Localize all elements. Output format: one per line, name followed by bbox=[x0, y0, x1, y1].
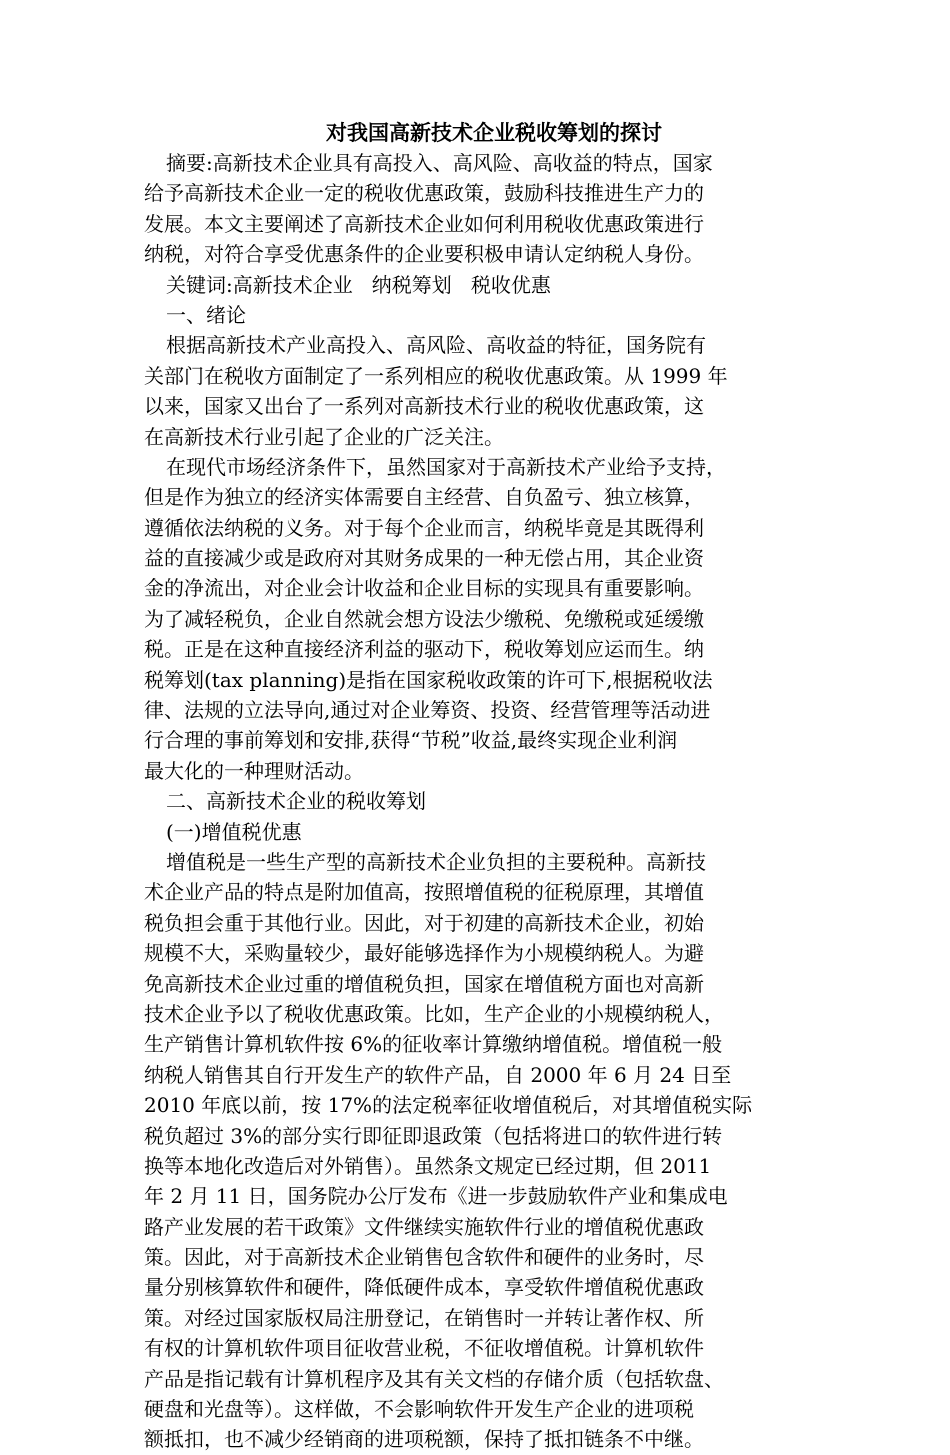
text-line: 关部门在税收方面制定了一系列相应的税收优惠政策。从 1999 年 bbox=[144, 363, 728, 388]
text-line: 额抵扣，也不减少经销商的进项税额，保持了抵扣链条不中继。 bbox=[144, 1427, 704, 1452]
text-line: 发展。本文主要阐述了高新技术企业如何利用税收优惠政策进行 bbox=[144, 211, 704, 236]
text-line: 但是作为独立的经济实体需要自主经营、自负盈亏、独立核算， bbox=[144, 485, 704, 510]
text-line: 量分别核算软件和硬件，降低硬件成本，享受软件增值税优惠政 bbox=[144, 1275, 704, 1300]
text-line: 税负超过 3%的部分实行即征即退政策（包括将进口的软件进行转 bbox=[144, 1123, 723, 1148]
text-line: 换等本地化改造后对外销售）。虽然条文规定已经过期，但 2011 bbox=[144, 1153, 712, 1178]
text-line: 策。因此，对于高新技术企业销售包含软件和硬件的业务时，尽 bbox=[144, 1245, 704, 1270]
text-line: 给予高新技术企业一定的税收优惠政策，鼓励科技推进生产力的 bbox=[144, 181, 704, 206]
text-line: 路产业发展的若干政策》文件继续实施软件行业的增值税优惠政 bbox=[144, 1214, 704, 1239]
text-line: 2010 年底以前，按 17%的法定税率征收增值税后，对其增值税实际 bbox=[144, 1093, 753, 1118]
text-line: 为了减轻税负，企业自然就会想方设法少缴税、免缴税或延缓缴 bbox=[144, 606, 704, 631]
text-line: 一、绪论 bbox=[166, 302, 246, 327]
text-line: 纳税，对符合享受优惠条件的企业要积极申请认定纳税人身份。 bbox=[144, 242, 704, 267]
text-line: 产品是指记载有计算机程序及其有关文档的存储介质（包括软盘、 bbox=[144, 1366, 724, 1391]
text-line: 硬盘和光盘等）。这样做，不会影响软件开发生产企业的进项税 bbox=[144, 1397, 694, 1422]
text-line: 在高新技术行业引起了企业的广泛关注。 bbox=[144, 424, 504, 449]
text-line: 税负担会重于其他行业。因此，对于初建的高新技术企业，初始 bbox=[144, 910, 704, 935]
document-body bbox=[144, 148, 804, 1455]
text-line: 根据高新技术产业高投入、高风险、高收益的特征，国务院有 bbox=[166, 333, 706, 358]
text-line: 税筹划(tax planning)是指在国家税收政策的许可下,根据税收法 bbox=[144, 667, 713, 692]
text-line: 策。对经过国家版权局注册登记，在销售时一并转让著作权、所 bbox=[144, 1305, 704, 1330]
text-line: 摘要:高新技术企业具有高投入、高风险、高收益的特点，国家 bbox=[166, 151, 713, 175]
text-line: 以来，国家又出台了一系列对高新技术行业的税收优惠政策，这 bbox=[144, 394, 704, 419]
text-line: 遵循依法纳税的义务。对于每个企业而言，纳税毕竟是其既得利 bbox=[144, 515, 704, 540]
text-line: (一)增值税优惠 bbox=[166, 819, 302, 844]
document-page bbox=[144, 118, 804, 1455]
text-line: 免高新技术企业过重的增值税负担，国家在增值税方面也对高新 bbox=[144, 971, 704, 996]
text-line: 增值税是一些生产型的高新技术企业负担的主要税种。高新技 bbox=[166, 849, 706, 874]
text-line: 益的直接减少或是政府对其财务成果的一种无偿占用，其企业资 bbox=[144, 546, 704, 571]
text-line: 最大化的一种理财活动。 bbox=[144, 758, 364, 783]
text-line: 关键词:高新技术企业 纳税筹划 税收优惠 bbox=[166, 272, 551, 297]
text-line: 规模不大，采购量较少，最好能够选择作为小规模纳税人。为避 bbox=[144, 941, 704, 966]
text-line: 金的净流出，对企业会计收益和企业目标的实现具有重要影响。 bbox=[144, 576, 704, 601]
text-line: 二、高新技术企业的税收筹划 bbox=[166, 789, 426, 814]
text-line: 行合理的事前筹划和安排,获得“节税”收益,最终实现企业利润 bbox=[144, 728, 678, 753]
text-line: 生产销售计算机软件按 6%的征收率计算缴纳增值税。增值税一般 bbox=[144, 1032, 723, 1057]
text-line: 纳税人销售其自行开发生产的软件产品，自 2000 年 6 月 24 日至 bbox=[144, 1062, 732, 1087]
text-line: 术企业产品的特点是附加值高，按照增值税的征税原理，其增值 bbox=[144, 880, 704, 905]
text-line: 年 2 月 11 日，国务院办公厅发布《进一步鼓励软件产业和集成电 bbox=[144, 1184, 728, 1209]
text-line: 有权的计算机软件项目征收营业税，不征收增值税。计算机软件 bbox=[144, 1336, 704, 1361]
text-line: 税。正是在这种直接经济利益的驱动下，税收筹划应运而生。纳 bbox=[144, 637, 704, 662]
document-title: 对我国高新技术企业税收筹划的探讨 bbox=[326, 120, 662, 145]
text-line: 律、法规的立法导向,通过对企业筹资、投资、经营管理等活动进 bbox=[144, 698, 711, 723]
text-line: 技术企业予以了税收优惠政策。比如，生产企业的小规模纳税人， bbox=[144, 1001, 724, 1026]
text-line: 在现代市场经济条件下，虽然国家对于高新技术产业给予支持， bbox=[166, 454, 726, 479]
